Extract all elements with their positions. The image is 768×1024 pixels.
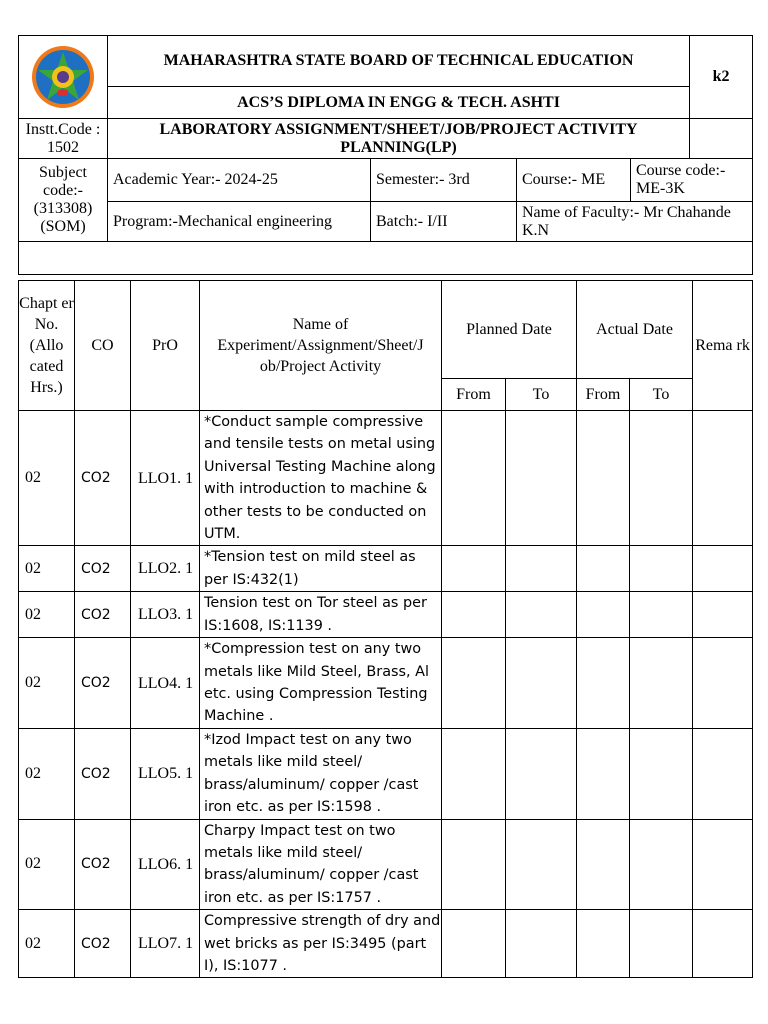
planned-from-cell[interactable] xyxy=(442,819,506,910)
pro-cell: LLO3. 1 xyxy=(131,592,200,638)
co-cell: CO2 xyxy=(75,411,131,546)
remark-cell[interactable] xyxy=(693,638,753,729)
semester: Semester:- 3rd xyxy=(371,159,517,202)
planned-to-cell[interactable] xyxy=(506,546,577,592)
actual-from-cell[interactable] xyxy=(577,592,630,638)
activity-name-cell: *Conduct sample compressive and tensile tests on metal using Universal Testing Machine along with introduction to machine & other tests to be conducted on UTM. xyxy=(200,411,442,546)
col-actual-header: Actual Date xyxy=(577,281,693,379)
pro-cell: LLO6. 1 xyxy=(131,819,200,910)
activity-name-cell: Charpy Impact test on two metals like mild steel/ brass/aluminum/ copper /cast iron etc. as per IS:1757 . xyxy=(200,819,442,910)
blank-cell xyxy=(690,119,753,159)
spacer-row xyxy=(19,242,753,275)
actual-from-header: From xyxy=(577,379,630,411)
actual-from-cell[interactable] xyxy=(577,411,630,546)
faculty-name: Name of Faculty:- Mr Chahande K.N xyxy=(517,202,753,242)
chapter-cell: 02 xyxy=(19,819,75,910)
table-row xyxy=(19,819,753,910)
remark-cell[interactable] xyxy=(693,910,753,978)
planned-to-header: To xyxy=(506,379,577,411)
col-co-header: CO xyxy=(75,281,131,411)
instt-code: Instt.Code : 1502 xyxy=(19,119,108,159)
col-remark-header: Rema rk xyxy=(693,281,753,411)
actual-to-cell[interactable] xyxy=(630,910,693,978)
table-row xyxy=(19,546,753,592)
planned-to-cell[interactable] xyxy=(506,592,577,638)
institute-name: ACS’S DIPLOMA IN ENGG & TECH. ASHTI xyxy=(108,87,690,119)
actual-to-cell[interactable] xyxy=(630,819,693,910)
activity-name-cell: *Compression test on any two metals like Mild Steel, Brass, Al etc. using Compression Testing Machine . xyxy=(200,638,442,729)
activity-table xyxy=(18,280,753,978)
batch: Batch:- I/II xyxy=(371,202,517,242)
msbte-logo-icon xyxy=(19,44,107,110)
chapter-cell: 02 xyxy=(19,546,75,592)
actual-from-cell[interactable] xyxy=(577,819,630,910)
co-cell: CO2 xyxy=(75,819,131,910)
actual-from-cell[interactable] xyxy=(577,728,630,819)
co-cell: CO2 xyxy=(75,910,131,978)
pro-cell: LLO5. 1 xyxy=(131,728,200,819)
planned-from-cell[interactable] xyxy=(442,546,506,592)
chapter-cell: 02 xyxy=(19,411,75,546)
col-pro-header: PrO xyxy=(131,281,200,411)
actual-from-cell[interactable] xyxy=(577,638,630,729)
planned-from-cell[interactable] xyxy=(442,910,506,978)
remark-cell[interactable] xyxy=(693,592,753,638)
activity-name-cell: Tension test on Tor steel as per IS:1608, IS:1139 . xyxy=(200,592,442,638)
activity-rows xyxy=(19,411,753,978)
remark-cell[interactable] xyxy=(693,819,753,910)
table-row xyxy=(19,910,753,978)
table-row xyxy=(19,728,753,819)
actual-to-cell[interactable] xyxy=(630,638,693,729)
table-row xyxy=(19,411,753,546)
program: Program:-Mechanical engineering xyxy=(108,202,371,242)
planned-from-cell[interactable] xyxy=(442,638,506,729)
planned-from-cell[interactable] xyxy=(442,592,506,638)
chapter-cell: 02 xyxy=(19,910,75,978)
header-table xyxy=(18,35,753,275)
actual-to-header: To xyxy=(630,379,693,411)
remark-cell[interactable] xyxy=(693,728,753,819)
table-row xyxy=(19,592,753,638)
planned-to-cell[interactable] xyxy=(506,819,577,910)
activity-title: LABORATORY ASSIGNMENT/SHEET/JOB/PROJECT ACTIVITY PLANNING(LP) xyxy=(108,119,690,159)
planned-to-cell[interactable] xyxy=(506,910,577,978)
planned-to-cell[interactable] xyxy=(506,728,577,819)
chapter-cell: 02 xyxy=(19,592,75,638)
planned-to-cell[interactable] xyxy=(506,411,577,546)
board-title: MAHARASHTRA STATE BOARD OF TECHNICAL EDUCATION xyxy=(108,36,690,87)
pro-cell: LLO7. 1 xyxy=(131,910,200,978)
activity-name-cell: *Tension test on mild steel as per IS:432(1) xyxy=(200,546,442,592)
actual-to-cell[interactable] xyxy=(630,728,693,819)
actual-to-cell[interactable] xyxy=(630,411,693,546)
chapter-cell: 02 xyxy=(19,728,75,819)
planned-from-cell[interactable] xyxy=(442,728,506,819)
pro-cell: LLO1. 1 xyxy=(131,411,200,546)
actual-to-cell[interactable] xyxy=(630,546,693,592)
col-planned-header: Planned Date xyxy=(442,281,577,379)
remark-cell[interactable] xyxy=(693,546,753,592)
chapter-cell: 02 xyxy=(19,638,75,729)
activity-name-cell: *Izod Impact test on any two metals like mild steel/ brass/aluminum/ copper /cast iron etc. as per IS:1598 . xyxy=(200,728,442,819)
co-cell: CO2 xyxy=(75,638,131,729)
planned-from-cell[interactable] xyxy=(442,411,506,546)
co-cell: CO2 xyxy=(75,728,131,819)
course: Course:- ME xyxy=(517,159,631,202)
table-row xyxy=(19,638,753,729)
pro-cell: LLO4. 1 xyxy=(131,638,200,729)
course-code: Course code:- ME-3K xyxy=(631,159,753,202)
logo-cell xyxy=(19,36,108,119)
actual-from-cell[interactable] xyxy=(577,910,630,978)
col-chapter-header: Chapt er No. (Allo cated Hrs.) xyxy=(19,281,75,411)
co-cell: CO2 xyxy=(75,592,131,638)
col-name-header: Name of Experiment/Assignment/Sheet/J ob/Project Activity xyxy=(200,281,442,411)
actual-from-cell[interactable] xyxy=(577,546,630,592)
activity-name-cell: Compressive strength of dry and wet bricks as per IS:3495 (part I), IS:1077 . xyxy=(200,910,442,978)
remark-cell[interactable] xyxy=(693,411,753,546)
pro-cell: LLO2. 1 xyxy=(131,546,200,592)
planned-to-cell[interactable] xyxy=(506,638,577,729)
document-code: k2 xyxy=(690,36,753,119)
subject-code: Subject code:- (313308) (SOM) xyxy=(19,159,108,242)
academic-year: Academic Year:- 2024-25 xyxy=(108,159,371,202)
co-cell: CO2 xyxy=(75,546,131,592)
actual-to-cell[interactable] xyxy=(630,592,693,638)
planned-from-header: From xyxy=(442,379,506,411)
